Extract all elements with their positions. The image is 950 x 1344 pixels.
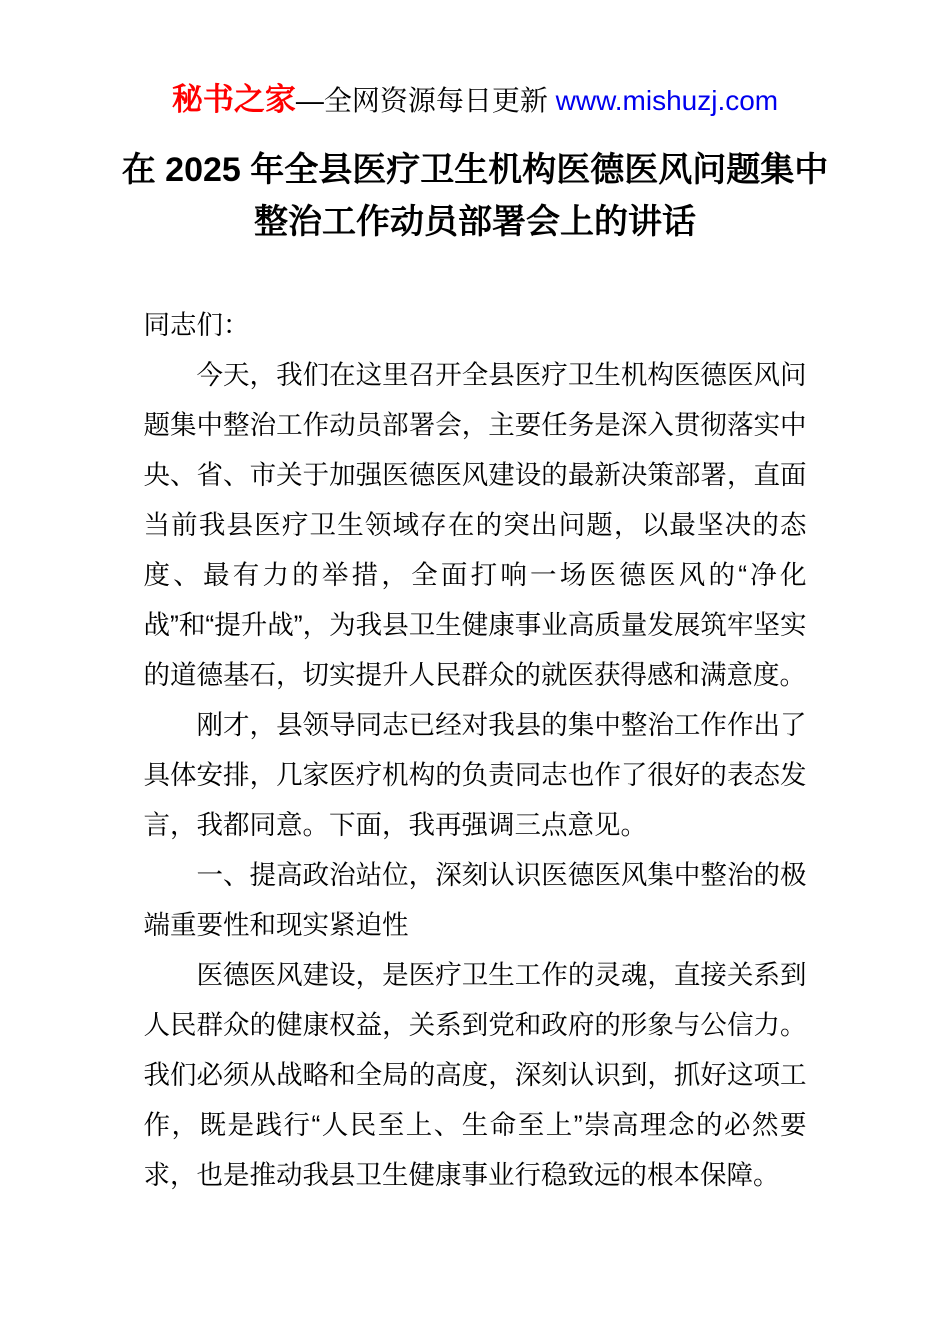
site-tagline: —全网资源每日更新 bbox=[295, 85, 556, 116]
salutation: 同志们： bbox=[143, 310, 250, 340]
paragraph-opening: 今天，我们在这里召开全县医疗卫生机构医德医风问题集中整治工作动员部署会，主要任务是深入贯彻落实中央、省、市关于加强医德医风建设的最新决策部署，直面当前我县医疗卫生领域存在的突出问题，以最坚决的态度、最有力的举措，全面打响一场医德医风的“净化战”和“提升战”，为我县卫生健康事业高质量发展筑牢坚实的道德基石，切实提升人民群众的就医获得感和满意度。 bbox=[143, 360, 807, 690]
site-brand: 秘书之家 bbox=[171, 82, 296, 117]
section-heading-1: 一、提高政治站位，深刻认识医德医风集中整治的极端重要性和现实紧迫性 bbox=[143, 860, 807, 940]
document-title: 在 2025 年全县医疗卫生机构医德医风问题集中整治工作动员部署会上的讲话 bbox=[121, 151, 829, 241]
document-body bbox=[144, 300, 807, 1200]
site-url-link[interactable]: www.mishuzj.com bbox=[555, 85, 779, 116]
site-header bbox=[0, 0, 950, 126]
paragraph-section-1-body: 医德医风建设，是医疗卫生工作的灵魂，直接关系到人民群众的健康权益，关系到党和政府的形象与公信力。我们必须从战略和全局的高度，深刻认识到，抓好这项工作，既是践行“人民至上、生命至上”崇高理念的必然要求，也是推动我县卫生健康事业行稳致远的根本保障。 bbox=[143, 960, 807, 1190]
paragraph-transition: 刚才，县领导同志已经对我县的集中整治工作作出了具体安排，几家医疗机构的负责同志也作了很好的表态发言，我都同意。下面，我再强调三点意见。 bbox=[143, 710, 807, 840]
